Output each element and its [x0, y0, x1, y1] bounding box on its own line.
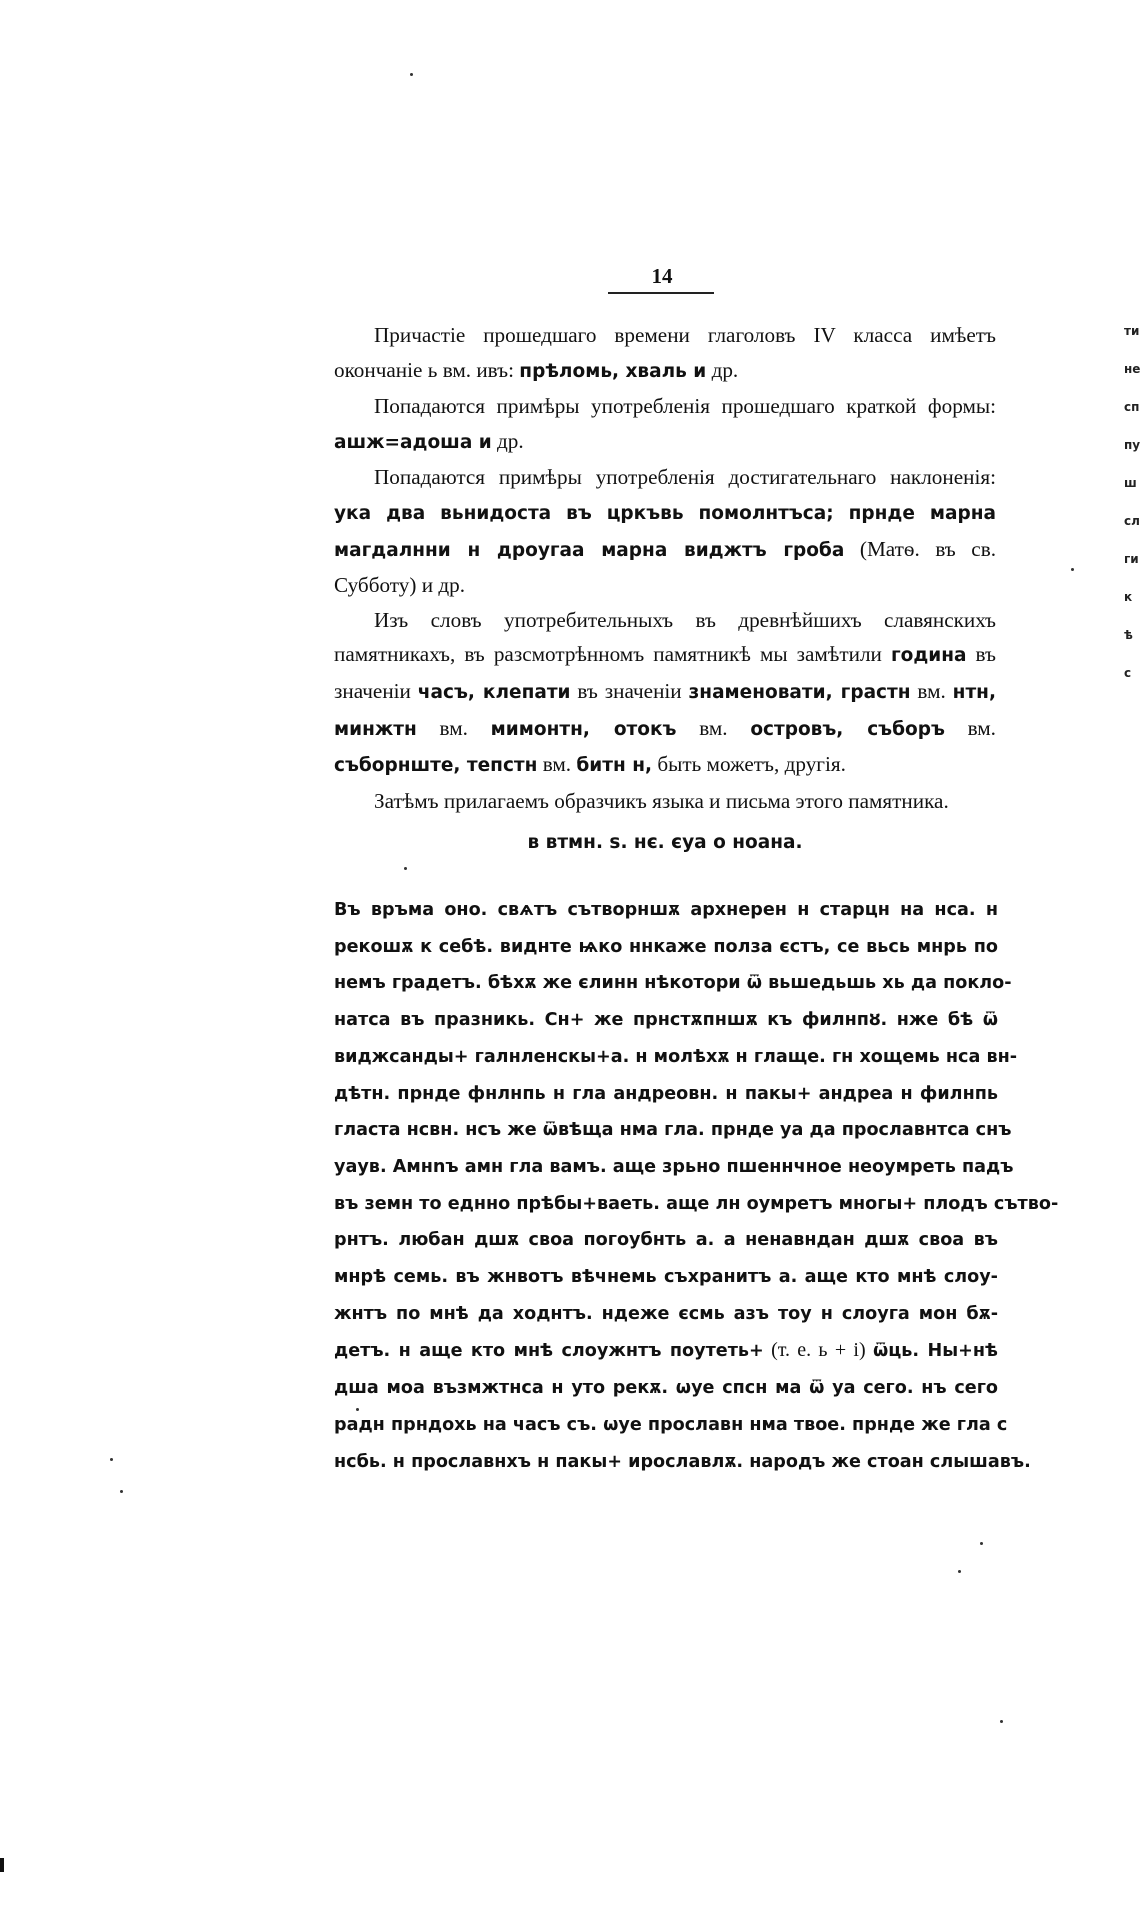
margin-fragment: ги: [1124, 552, 1139, 566]
slavonic-line-text: рекошѫ к себѣ. виднте ѩко ннкаже полза єстъ, се вьсь мнрь по: [334, 936, 998, 957]
margin-fragment: ѣ: [1124, 628, 1133, 642]
paragraph: [334, 460, 996, 602]
slavonic-term: мимонтн, отокъ: [490, 718, 677, 740]
adjacent-page-margin: [1124, 312, 1140, 692]
slavonic-line: [334, 1444, 1031, 1481]
slavonic-term: съборнште, тепстн: [334, 755, 538, 777]
editor-note: (т. е. ь + і): [763, 1339, 873, 1362]
paragraph-text: др.: [706, 357, 739, 382]
slavonic-line-text: уаув. Амнnъ амн гла вамъ. аще зрьно пшеннчное неоумреть падъ: [334, 1156, 1014, 1177]
paragraph-text: въ значеніи: [334, 642, 996, 703]
paragraph-text: вм.: [910, 678, 953, 703]
slavonic-line-text: натса въ празникь. Сн+ же прнстѫпншѫ къ филнпȣ. нже бѣ ѿ: [334, 1010, 998, 1031]
paragraph-text: Изъ словъ употребительныхъ въ древнѣйшихъ славянскихъ памятникахъ, въ разсмотрѣнномъ памятникѣ мы замѣтили: [334, 607, 996, 667]
margin-fragment: не: [1124, 362, 1140, 376]
paper-speck: [1000, 1720, 1003, 1723]
paper-speck: [958, 1570, 961, 1573]
slavonic-line-text: рнтъ. любан дшѫ своа погоубнть а. а ненавндан дшѫ своа въ: [334, 1230, 998, 1251]
paragraph: [334, 318, 996, 389]
slavonic-line-text: радн прндохь на часъ съ. ѡуе прославн нма твое. прнде же гла с: [334, 1414, 1008, 1435]
slavonic-line: [334, 1332, 998, 1370]
body-text: [334, 318, 996, 818]
slavonic-line-text: дѣтн. прнде фнлнпь н гла андреовн. н пакы+ андреа н филнпь: [334, 1083, 998, 1104]
paragraph-text: вм.: [944, 715, 996, 740]
slavonic-term: битн н,: [576, 755, 653, 777]
paragraph-text: (Матѳ. въ св. Субботу) и др.: [334, 536, 996, 598]
paper-speck: [980, 1542, 983, 1545]
paper-speck: [110, 1458, 113, 1461]
paragraph: [334, 603, 996, 784]
slavonic-line: [334, 965, 1012, 1002]
margin-fragment: ш: [1124, 476, 1137, 490]
slavonic-term: прѣломь, хваль и: [519, 360, 707, 382]
slavonic-term: ашж=адоша и: [334, 431, 492, 453]
paper-speck: [120, 1490, 123, 1493]
paragraph-text: Попадаются примѣры употребленія достигательнаго наклоненія:: [374, 465, 996, 490]
slavonic-term: година: [890, 645, 967, 667]
paragraph-text: быть можетъ, другія.: [652, 752, 846, 777]
slavonic-term: нтн, минжтн: [334, 681, 996, 740]
paragraph-text: вм.: [676, 715, 751, 740]
slavonic-line-text: мнрѣ семь. въ жнвотъ вѣчнемь съхранитъ а. аще кто мнѣ слоу-: [334, 1267, 998, 1288]
page-number-rule: [608, 292, 714, 294]
paragraph: [334, 389, 996, 460]
paragraph-text: вм.: [537, 752, 577, 777]
slavonic-heading: в втмн. ѕ. нє. єуа о нoана.: [527, 832, 803, 853]
slavonic-line: [334, 1259, 998, 1296]
margin-fragment: сп: [1124, 400, 1140, 414]
slavonic-line-text: гласта нсвн. нсъ же ѿвѣща нма гла. прнде уа да прославнтса снъ: [334, 1120, 1012, 1141]
paragraph-text: Попадаются примѣры употребленія прошедшаго краткой формы:: [374, 394, 996, 419]
slavonic-line-tail: ѿць. Ны+нѣ: [872, 1341, 998, 1362]
slavonic-line: [334, 1076, 998, 1113]
margin-fragment: к: [1124, 590, 1133, 604]
page-number: 14: [651, 264, 673, 288]
scan-edge-mark: [0, 1858, 4, 1872]
paragraph-text: Затѣмъ прилагаемъ образчикъ языка и письма этого памятника.: [374, 788, 949, 813]
slavonic-line-text: немъ градетъ. бѣхѫ же єлинн нѣкотори ѿ вьшедьшь хь да покло-: [334, 973, 1012, 994]
slavonic-text-block: [334, 892, 1059, 1480]
slavonic-line: [334, 1407, 1008, 1444]
paragraph-text: въ значеніи: [570, 678, 689, 703]
slavonic-line: [334, 1296, 998, 1333]
slavonic-line-text: дша моа възмжтнса н уто рекѫ. ѡуе спсн ма ѿ уа сего. нъ сего: [334, 1378, 998, 1399]
margin-fragment: ти: [1124, 324, 1140, 338]
paper-speck: [404, 867, 407, 870]
paragraph-text: др.: [491, 428, 524, 453]
slavonic-line: [334, 1186, 1059, 1223]
slavonic-line: [334, 1222, 998, 1259]
slavonic-line: [334, 1039, 1018, 1076]
slavonic-line-text: въ земн то еднно прѣбы+ваеть. аще лн оумретъ многы+ плодъ сътво-: [334, 1193, 1059, 1214]
slavonic-term: часъ, клепати: [417, 681, 571, 703]
slavonic-line: [334, 1149, 1014, 1186]
slavonic-line: [334, 892, 998, 929]
paper-speck: [356, 1408, 359, 1411]
slavonic-line-text: детъ. н аще кто мнѣ слоужнтъ поутеть+: [334, 1341, 764, 1362]
paragraph-text: вм.: [416, 715, 491, 740]
slavonic-line-text: жнтъ по мнѣ да ходнтъ. ндеже єсмь азъ тоу н слоуга мон бѫ-: [334, 1303, 998, 1324]
slavonic-line-text: виджсанды+ галнленскы+а. н молѣхѫ н глаще. гн хощемь нса вн-: [334, 1046, 1018, 1067]
slavonic-line: [334, 1112, 1012, 1149]
margin-fragment: сл: [1124, 514, 1140, 528]
slavonic-line: [334, 1002, 998, 1039]
slavonic-term: ука два вьнидоста въ цркъвь помолнтъса; прнде марна магдалнни н дроугаа марна виджтъ гроба: [334, 502, 996, 561]
margin-fragment: пу: [1124, 438, 1140, 452]
slavonic-term: островъ, съборъ: [750, 718, 945, 740]
slavonic-line-text: нсбь. н прославнхъ н пакы+ ирославлѫ. народъ же стоан слышавъ.: [334, 1451, 1031, 1472]
paragraph-text: Причастіе прошедшаго времени глаголовъ IV класса имѣетъ окончаніе ь вм. ивъ:: [334, 323, 996, 382]
margin-fragment: с: [1124, 666, 1132, 680]
slavonic-line-text: Въ връма оно. свѧтъ сътворншѫ архнерен н старцн на нса. н: [334, 900, 998, 920]
paper-speck: [1071, 568, 1074, 571]
slavonic-term: знаменовати, грастн: [688, 681, 911, 703]
paper-speck: [410, 73, 413, 76]
paragraph: [334, 784, 996, 819]
slavonic-line: [334, 929, 998, 966]
slavonic-line: [334, 1370, 998, 1407]
